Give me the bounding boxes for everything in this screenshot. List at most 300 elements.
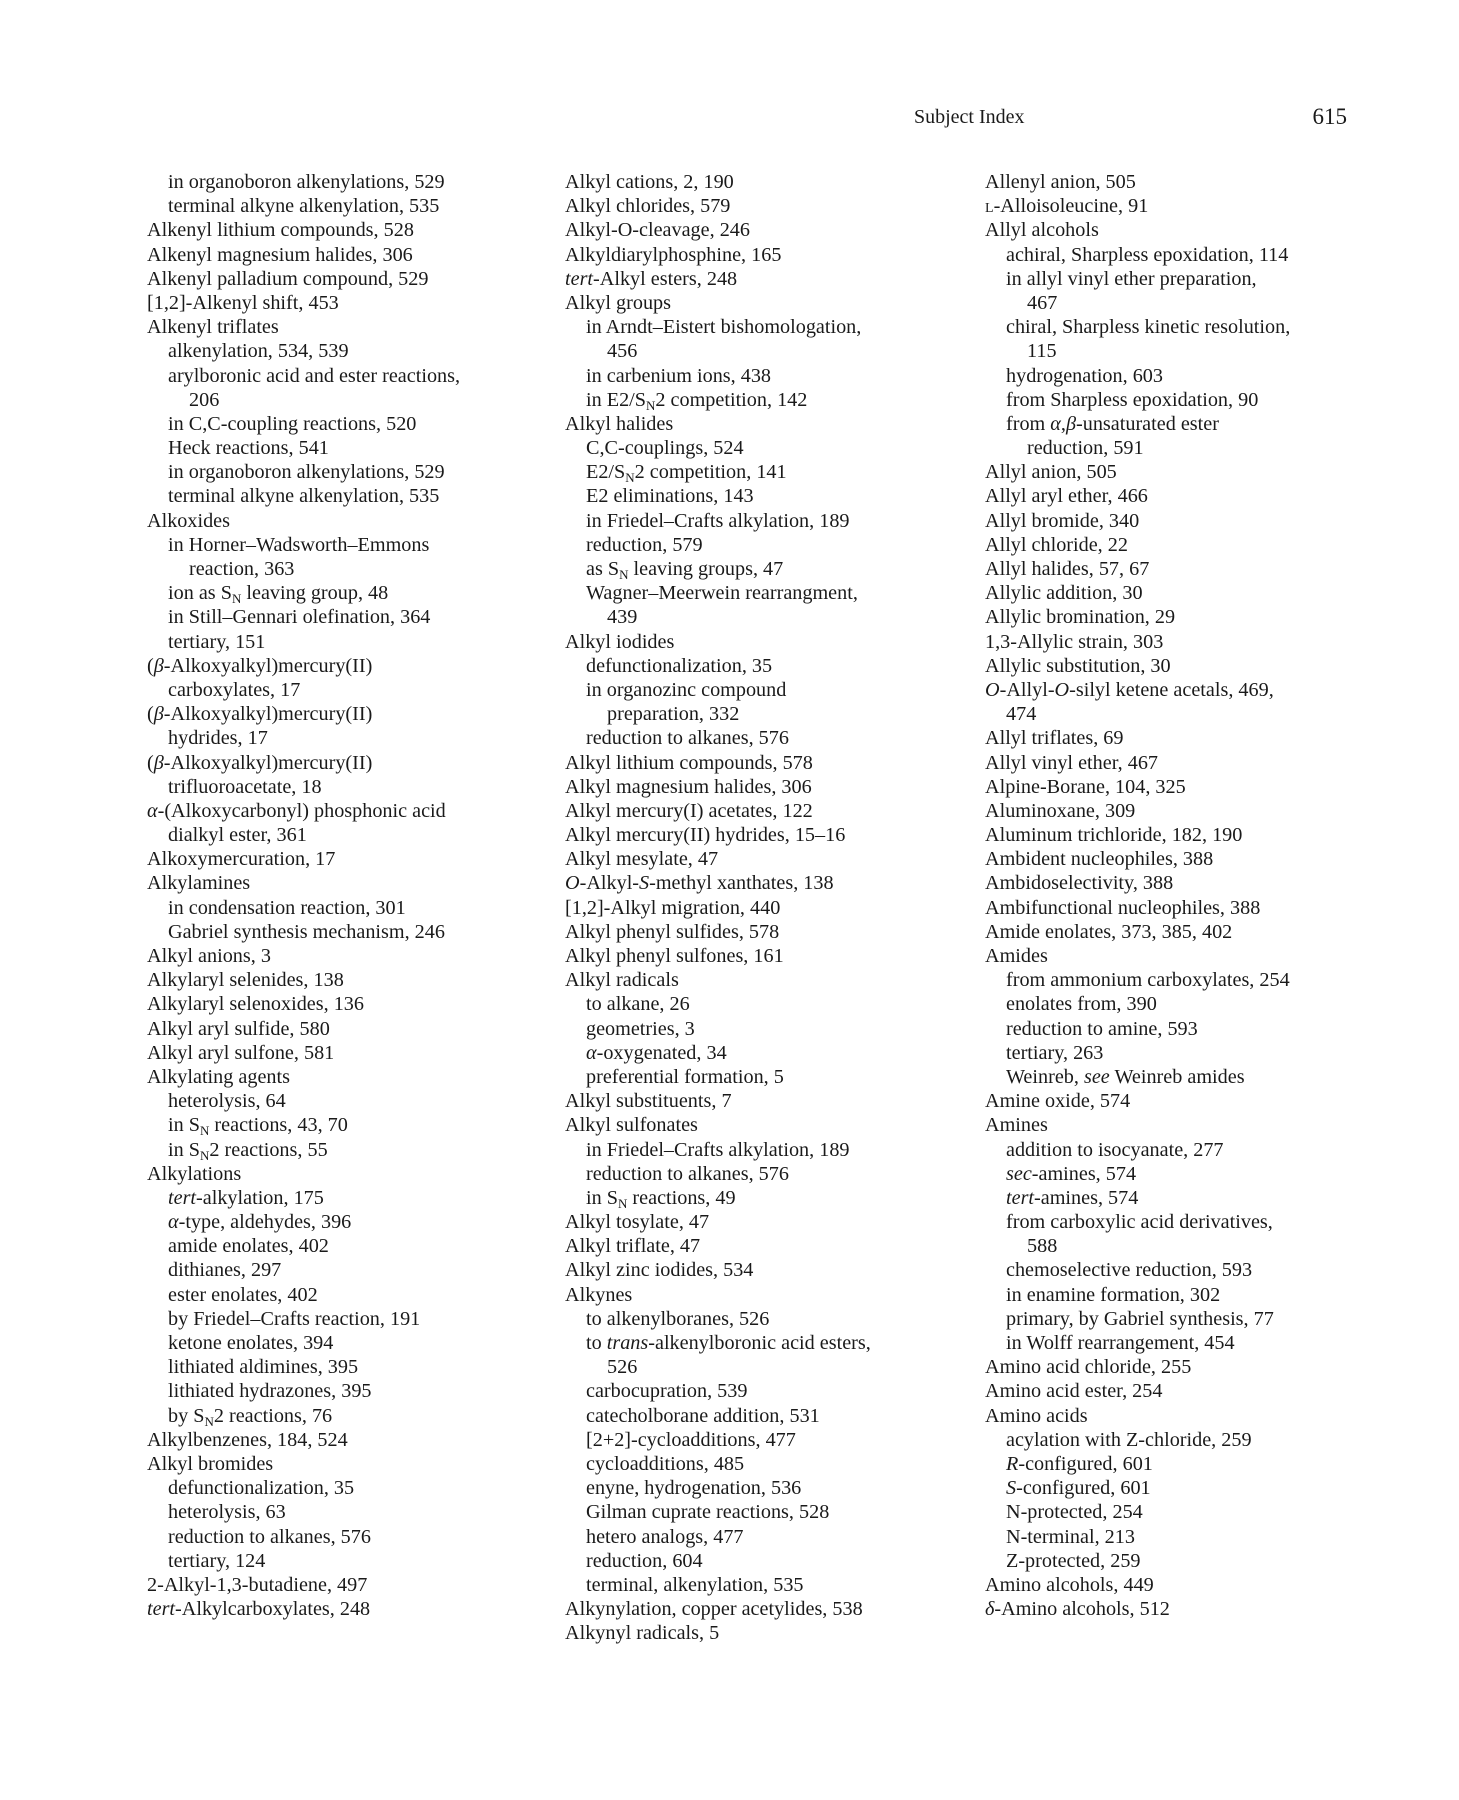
entry-text: Alkylations bbox=[147, 1162, 242, 1185]
entry-text: Alkyl mercury(I) acetates, 122 bbox=[565, 799, 813, 822]
index-entry bbox=[985, 847, 1385, 871]
index-entry bbox=[147, 654, 547, 678]
entry-text: 2 competition, 141 bbox=[634, 461, 787, 484]
entry-text: -oxygenated, 34 bbox=[596, 1041, 727, 1064]
entry-text: lithiated hydrazones, 395 bbox=[168, 1380, 372, 1403]
index-subentry bbox=[147, 775, 547, 799]
entry-text: -amines, 574 bbox=[1034, 1186, 1139, 1209]
index-subentry bbox=[985, 1186, 1385, 1210]
index-subentry bbox=[565, 1428, 965, 1452]
index-subentry bbox=[985, 702, 1385, 726]
index-subentry bbox=[565, 1549, 965, 1573]
entry-text: 456 bbox=[607, 340, 638, 363]
entry-text: enolates from, 390 bbox=[1006, 993, 1157, 1016]
entry-italic-text: tert bbox=[565, 267, 594, 290]
entry-text: Z-protected, 259 bbox=[1006, 1549, 1141, 1572]
entry-text: reactions, 49 bbox=[627, 1186, 736, 1209]
entry-text: in S bbox=[168, 1114, 200, 1137]
entry-text: 467 bbox=[1027, 291, 1058, 314]
index-entry bbox=[985, 460, 1385, 484]
entry-text: in C,C-coupling reactions, 520 bbox=[168, 412, 417, 435]
entry-text: Alkyl mercury(II) hydrides, 15–16 bbox=[565, 824, 846, 847]
entry-text: Alkylamines bbox=[147, 872, 251, 895]
entry-text: Amino acids bbox=[985, 1404, 1088, 1427]
entry-italic-text: S bbox=[1006, 1477, 1017, 1500]
index-entry bbox=[565, 799, 965, 823]
index-entry bbox=[147, 1041, 547, 1065]
entry-text: Allenyl anion, 505 bbox=[985, 171, 1136, 193]
index-subentry bbox=[147, 533, 547, 557]
index-entry bbox=[565, 775, 965, 799]
entry-text: Alkynes bbox=[565, 1283, 633, 1306]
index-subentry bbox=[985, 1452, 1385, 1476]
entry-text: in Still–Gennari olefination, 364 bbox=[168, 606, 431, 629]
index-entry bbox=[147, 218, 547, 242]
entry-text: in E2/S bbox=[586, 388, 647, 411]
index-entry bbox=[565, 243, 965, 267]
index-entry bbox=[985, 509, 1385, 533]
entry-text: in organozinc compound bbox=[586, 678, 787, 701]
index-subentry bbox=[147, 1258, 547, 1282]
index-entry bbox=[565, 170, 965, 194]
entry-text: hydrides, 17 bbox=[168, 727, 268, 750]
entry-text: Alkyl substituents, 7 bbox=[565, 1090, 732, 1113]
entry-text: [2+2]-cycloadditions, 477 bbox=[586, 1428, 796, 1451]
index-entry bbox=[565, 291, 965, 315]
entry-text: defunctionalization, 35 bbox=[586, 654, 773, 677]
index-entry bbox=[565, 1283, 965, 1307]
entry-text: Gilman cuprate reactions, 528 bbox=[586, 1501, 830, 1524]
index-subentry bbox=[565, 1041, 965, 1065]
entry-text: achiral, Sharpless epoxidation, 114 bbox=[1006, 243, 1289, 266]
entry-text: 588 bbox=[1027, 1235, 1058, 1258]
index-entry bbox=[565, 1089, 965, 1113]
entry-text: reduction, 604 bbox=[586, 1549, 703, 1572]
entry-text: Allyl halides, 57, 67 bbox=[985, 558, 1150, 580]
entry-text: in Friedel–Crafts alkylation, 189 bbox=[586, 1138, 850, 1161]
entry-italic-text: O bbox=[1054, 678, 1070, 701]
entry-text: from Sharpless epoxidation, 90 bbox=[1006, 388, 1259, 411]
index-entry bbox=[985, 1355, 1385, 1379]
index-subentry bbox=[985, 1258, 1385, 1282]
entry-text: reduction to amine, 593 bbox=[1006, 1017, 1198, 1040]
entry-text: 2-Alkyl-1,3-butadiene, 497 bbox=[147, 1573, 368, 1596]
index-entry bbox=[565, 847, 965, 871]
entry-text: in Wolff rearrangement, 454 bbox=[1006, 1332, 1235, 1354]
entry-italic-text: S bbox=[639, 872, 650, 895]
entry-text: in Arndt–Eistert bishomologation, bbox=[586, 316, 862, 339]
entry-text: dialkyl ester, 361 bbox=[168, 824, 307, 847]
entry-text: Alkenyl triflates bbox=[147, 316, 279, 339]
index-subentry bbox=[985, 1065, 1385, 1089]
entry-text: N-terminal, 213 bbox=[1006, 1525, 1135, 1548]
entry-text: chemoselective reduction, 593 bbox=[1006, 1259, 1253, 1282]
entry-text: Alkylating agents bbox=[147, 1065, 290, 1088]
entry-text: Allylic bromination, 29 bbox=[985, 606, 1176, 629]
index-entry bbox=[565, 1234, 965, 1258]
entry-italic-text: tert bbox=[147, 1598, 176, 1621]
entry-text: Alkyl bromides bbox=[147, 1452, 274, 1475]
entry-text: Allyl aryl ether, 466 bbox=[985, 485, 1148, 508]
entry-text: preferential formation, 5 bbox=[586, 1065, 784, 1088]
entry-text: Weinreb amides bbox=[1109, 1065, 1245, 1088]
entry-text: Alkyl zinc iodides, 534 bbox=[565, 1259, 754, 1282]
entry-text: Allyl vinyl ether, 467 bbox=[985, 751, 1159, 774]
index-entry bbox=[147, 1597, 547, 1621]
entry-text: reduction to alkanes, 576 bbox=[586, 1162, 789, 1185]
index-entry bbox=[985, 896, 1385, 920]
index-subentry bbox=[985, 1283, 1385, 1307]
index-subentry bbox=[147, 1331, 547, 1355]
index-entry bbox=[985, 726, 1385, 750]
entry-italic-text: α bbox=[586, 1041, 597, 1064]
index-entry bbox=[565, 751, 965, 775]
index-entry bbox=[985, 1597, 1385, 1621]
entry-smallcaps: L bbox=[985, 201, 994, 217]
entry-text: in S bbox=[168, 1138, 200, 1161]
entry-text: 2 reactions, 76 bbox=[213, 1404, 333, 1427]
entry-text: cycloadditions, 485 bbox=[586, 1452, 745, 1475]
entry-text: Alkyl aryl sulfone, 581 bbox=[147, 1041, 335, 1064]
entry-text: terminal alkyne alkenylation, 535 bbox=[168, 195, 440, 218]
index-subentry bbox=[985, 1428, 1385, 1452]
entry-text: in enamine formation, 302 bbox=[1006, 1283, 1221, 1306]
entry-text: to alkenylboranes, 526 bbox=[586, 1307, 770, 1330]
entry-text: hydrogenation, 603 bbox=[1006, 364, 1163, 387]
index-subentry bbox=[565, 364, 965, 388]
entry-text: Alkyl-O-cleavage, 246 bbox=[565, 219, 750, 242]
entry-text: Aluminoxane, 309 bbox=[985, 799, 1136, 822]
entry-text: to bbox=[586, 1332, 607, 1354]
index-entry bbox=[565, 412, 965, 436]
entry-text: in carbenium ions, 438 bbox=[586, 364, 772, 387]
index-entry bbox=[985, 605, 1385, 629]
entry-text: , bbox=[1060, 412, 1066, 435]
entry-text: from bbox=[1006, 412, 1051, 435]
entry-text: acylation with Z-chloride, 259 bbox=[1006, 1428, 1252, 1451]
entry-text: dithianes, 297 bbox=[168, 1259, 282, 1282]
entry-italic-text: α bbox=[1050, 412, 1061, 435]
index-subentry bbox=[565, 1138, 965, 1162]
entry-text: Ambident nucleophiles, 388 bbox=[985, 848, 1214, 871]
index-subentry bbox=[985, 1138, 1385, 1162]
entry-text: chiral, Sharpless kinetic resolution, bbox=[1006, 316, 1291, 339]
index-subentry bbox=[985, 388, 1385, 412]
entry-text: 2 reactions, 55 bbox=[209, 1138, 328, 1161]
index-entry bbox=[985, 218, 1385, 242]
index-entry bbox=[565, 194, 965, 218]
index-entry bbox=[147, 847, 547, 871]
index-column-1 bbox=[147, 170, 547, 1621]
index-entry bbox=[565, 267, 965, 291]
index-entry bbox=[147, 992, 547, 1016]
index-subentry bbox=[147, 1089, 547, 1113]
entry-italic-text: β bbox=[153, 751, 164, 774]
index-subentry bbox=[147, 460, 547, 484]
entry-text: reduction to alkanes, 576 bbox=[586, 727, 789, 750]
index-subentry bbox=[985, 1307, 1385, 1331]
index-subentry bbox=[565, 533, 965, 557]
entry-text: -Alkoxyalkyl)mercury(II) bbox=[163, 751, 373, 774]
index-entry bbox=[147, 1065, 547, 1089]
entry-text: reduction, 579 bbox=[586, 533, 703, 556]
index-subentry bbox=[147, 1210, 547, 1234]
entry-subscript: N bbox=[231, 591, 242, 607]
entry-text: in Friedel–Crafts alkylation, 189 bbox=[586, 509, 850, 532]
entry-text: -Alloisoleucine, 91 bbox=[993, 195, 1149, 218]
entry-italic-text: O bbox=[985, 678, 1000, 701]
index-subentry bbox=[565, 1162, 965, 1186]
index-subentry bbox=[147, 896, 547, 920]
index-entry bbox=[565, 920, 965, 944]
index-entry bbox=[985, 751, 1385, 775]
entry-text: lithiated aldimines, 395 bbox=[168, 1356, 359, 1379]
index-subentry bbox=[985, 315, 1385, 339]
entry-text: Alkyl magnesium halides, 306 bbox=[565, 775, 812, 798]
entry-text: 2 competition, 142 bbox=[655, 388, 808, 411]
index-entry bbox=[147, 871, 547, 895]
entry-text: carbocupration, 539 bbox=[586, 1380, 748, 1403]
entry-text: Allyl alcohols bbox=[985, 219, 1099, 242]
index-entry bbox=[565, 944, 965, 968]
index-subentry bbox=[565, 581, 965, 605]
index-subentry bbox=[147, 1234, 547, 1258]
index-entry bbox=[565, 1621, 965, 1645]
index-entry-continuation bbox=[985, 339, 1385, 363]
index-entry-continuation bbox=[147, 388, 547, 412]
index-subentry bbox=[985, 1525, 1385, 1549]
index-subentry bbox=[565, 1476, 965, 1500]
entry-text: Aluminum trichloride, 182, 190 bbox=[985, 824, 1243, 847]
entry-text: 439 bbox=[607, 606, 638, 629]
index-subentry bbox=[147, 920, 547, 944]
entry-text: Alkenyl palladium compound, 529 bbox=[147, 267, 429, 290]
index-subentry bbox=[985, 1017, 1385, 1041]
index-column-2 bbox=[565, 170, 965, 1645]
index-entry bbox=[985, 630, 1385, 654]
index-subentry bbox=[565, 1331, 965, 1355]
index-subentry bbox=[985, 243, 1385, 267]
index-entry-continuation bbox=[985, 436, 1385, 460]
index-subentry bbox=[565, 992, 965, 1016]
entry-text: by Friedel–Crafts reaction, 191 bbox=[168, 1307, 421, 1330]
entry-text: ion as S bbox=[168, 582, 232, 605]
entry-text: Heck reactions, 541 bbox=[168, 437, 329, 460]
index-subentry bbox=[565, 509, 965, 533]
index-entry bbox=[985, 1113, 1385, 1137]
index-entry bbox=[147, 291, 547, 315]
entry-text: -type, aldehydes, 396 bbox=[178, 1211, 352, 1234]
index-subentry bbox=[147, 1525, 547, 1549]
index-subentry bbox=[565, 1573, 965, 1597]
entry-text: leaving groups, 47 bbox=[628, 558, 784, 580]
entry-text: trifluoroacetate, 18 bbox=[168, 775, 322, 798]
entry-text: leaving group, 48 bbox=[241, 582, 389, 605]
index-entry-continuation bbox=[565, 1355, 965, 1379]
index-entry bbox=[985, 823, 1385, 847]
entry-text: reduction to alkanes, 576 bbox=[168, 1525, 371, 1548]
index-subentry bbox=[565, 1379, 965, 1403]
index-entry bbox=[147, 968, 547, 992]
entry-text: Amines bbox=[985, 1114, 1048, 1137]
entry-text: 1,3-Allylic strain, 303 bbox=[985, 630, 1164, 653]
entry-text: alkenylation, 534, 539 bbox=[168, 340, 349, 363]
entry-text: to alkane, 26 bbox=[586, 993, 690, 1016]
entry-italic-text: α bbox=[147, 799, 158, 822]
index-subentry bbox=[147, 1476, 547, 1500]
page-number: 615 bbox=[1312, 104, 1347, 129]
entry-text: tertiary, 124 bbox=[168, 1549, 266, 1572]
index-subentry bbox=[147, 726, 547, 750]
index-entry bbox=[147, 944, 547, 968]
entry-italic-text: β bbox=[153, 703, 164, 726]
entry-italic-text: sec bbox=[1006, 1162, 1032, 1185]
index-entry bbox=[985, 654, 1385, 678]
entry-italic-text: trans bbox=[606, 1332, 649, 1354]
entry-text: Alkyl tosylate, 47 bbox=[565, 1211, 710, 1234]
entry-text: Amide enolates, 373, 385, 402 bbox=[985, 920, 1233, 943]
entry-text: -Alkoxyalkyl)mercury(II) bbox=[163, 703, 373, 726]
index-subentry bbox=[985, 968, 1385, 992]
index-entry bbox=[985, 1573, 1385, 1597]
index-entry bbox=[147, 799, 547, 823]
entry-text: Alkyl aryl sulfide, 580 bbox=[147, 1017, 330, 1040]
index-subentry bbox=[147, 412, 547, 436]
entry-text: Alkoxides bbox=[147, 509, 230, 532]
entry-text: Alkyl cations, 2, 190 bbox=[565, 171, 734, 193]
entry-text: -Alkyl- bbox=[579, 872, 640, 895]
index-subentry bbox=[147, 436, 547, 460]
entry-text: Alkyldiarylphosphine, 165 bbox=[565, 243, 782, 266]
index-subentry bbox=[565, 436, 965, 460]
entry-text: by S bbox=[168, 1404, 205, 1427]
entry-text: addition to isocyanate, 277 bbox=[1006, 1138, 1224, 1161]
entry-text: Alkyl mesylate, 47 bbox=[565, 848, 719, 871]
index-subentry bbox=[147, 1355, 547, 1379]
index-subentry bbox=[565, 654, 965, 678]
entry-text: Alkyl radicals bbox=[565, 969, 679, 992]
entry-text: Ambifunctional nucleophiles, 388 bbox=[985, 896, 1261, 919]
entry-text: -Amino alcohols, 512 bbox=[994, 1598, 1170, 1621]
entry-text: -Alkoxyalkyl)mercury(II) bbox=[163, 654, 373, 677]
entry-text: Alkyl phenyl sulfides, 578 bbox=[565, 920, 780, 943]
entry-text: hetero analogs, 477 bbox=[586, 1525, 744, 1548]
entry-subscript: N bbox=[625, 470, 635, 486]
index-subentry bbox=[147, 1379, 547, 1403]
index-subentry bbox=[565, 460, 965, 484]
entry-text: 474 bbox=[1006, 703, 1037, 726]
index-entry-continuation bbox=[985, 291, 1385, 315]
entry-text: in Horner–Wadsworth–Emmons bbox=[168, 533, 430, 556]
index-entry bbox=[565, 218, 965, 242]
index-entry bbox=[147, 751, 547, 775]
entry-text: heterolysis, 64 bbox=[168, 1090, 286, 1113]
index-subentry bbox=[147, 194, 547, 218]
entry-text: geometries, 3 bbox=[586, 1017, 695, 1040]
index-entry bbox=[147, 1017, 547, 1041]
index-subentry bbox=[565, 1500, 965, 1524]
entry-subscript: N bbox=[199, 1147, 210, 1163]
entry-text: as S bbox=[586, 558, 620, 580]
entry-text: Alkyl chlorides, 579 bbox=[565, 195, 731, 218]
index-subentry bbox=[565, 388, 965, 412]
entry-text: -(Alkoxycarbonyl) phosphonic acid bbox=[157, 799, 446, 822]
index-subentry bbox=[147, 1549, 547, 1573]
index-entry bbox=[147, 1452, 547, 1476]
entry-text: heterolysis, 63 bbox=[168, 1501, 286, 1524]
entry-text: Alkoxymercuration, 17 bbox=[147, 848, 336, 871]
entry-text: Alkynyl radicals, 5 bbox=[565, 1622, 720, 1645]
entry-text: Amino acid ester, 254 bbox=[985, 1380, 1163, 1403]
entry-text: Alpine-Borane, 104, 325 bbox=[985, 775, 1186, 798]
index-subentry bbox=[565, 1017, 965, 1041]
index-entry-continuation bbox=[147, 557, 547, 581]
entry-text: terminal, alkenylation, 535 bbox=[586, 1573, 804, 1596]
index-entry bbox=[565, 968, 965, 992]
index-entry bbox=[147, 1573, 547, 1597]
entry-subscript: N bbox=[619, 567, 629, 582]
index-subentry bbox=[147, 1138, 547, 1162]
entry-italic-text: O bbox=[565, 872, 580, 895]
entry-text: Amino alcohols, 449 bbox=[985, 1573, 1154, 1596]
index-subentry bbox=[565, 1452, 965, 1476]
index-subentry bbox=[985, 1549, 1385, 1573]
entry-text: Allyl anion, 505 bbox=[985, 461, 1117, 484]
index-entry bbox=[985, 1404, 1385, 1428]
index-subentry bbox=[565, 1404, 965, 1428]
index-subentry bbox=[565, 1065, 965, 1089]
index-entry bbox=[565, 1113, 965, 1137]
entry-text: reactions, 43, 70 bbox=[209, 1114, 348, 1137]
entry-italic-text: δ bbox=[985, 1598, 995, 1621]
entry-text: tertiary, 151 bbox=[168, 630, 266, 653]
index-entry-continuation bbox=[565, 339, 965, 363]
index-entry bbox=[565, 1597, 965, 1621]
entry-text: primary, by Gabriel synthesis, 77 bbox=[1006, 1307, 1274, 1330]
entry-italic-text: tert bbox=[168, 1186, 197, 1209]
entry-subscript: N bbox=[199, 1123, 210, 1139]
index-subentry bbox=[985, 1210, 1385, 1234]
entry-italic-text: R bbox=[1006, 1452, 1019, 1475]
index-subentry bbox=[147, 1500, 547, 1524]
entry-text: Alkyl triflate, 47 bbox=[565, 1235, 701, 1258]
index-subentry bbox=[985, 1476, 1385, 1500]
entry-text: Alkenyl magnesium halides, 306 bbox=[147, 243, 413, 266]
entry-text: Ambidoselectivity, 388 bbox=[985, 872, 1174, 895]
entry-text: Allyl chloride, 22 bbox=[985, 533, 1128, 556]
entry-italic-text: β bbox=[153, 654, 164, 677]
index-subentry bbox=[985, 1041, 1385, 1065]
entry-text: 206 bbox=[189, 388, 220, 411]
index-subentry bbox=[147, 1113, 547, 1137]
index-subentry bbox=[147, 678, 547, 702]
index-entry bbox=[565, 1258, 965, 1282]
entry-text: Wagner–Meerwein rearrangment, bbox=[586, 582, 858, 605]
entry-text: reduction, 591 bbox=[1027, 437, 1144, 460]
entry-text: in organoboron alkenylations, 529 bbox=[168, 171, 445, 193]
entry-text: Alkenyl lithium compounds, 528 bbox=[147, 219, 414, 242]
entry-text: in S bbox=[586, 1186, 618, 1209]
entry-text: Alkyl halides bbox=[565, 412, 674, 435]
index-entry bbox=[147, 267, 547, 291]
index-subentry bbox=[147, 1186, 547, 1210]
index-entry bbox=[985, 775, 1385, 799]
entry-text: Amides bbox=[985, 945, 1048, 967]
entry-text: Weinreb, bbox=[1006, 1065, 1084, 1088]
index-subentry bbox=[565, 484, 965, 508]
index-entry bbox=[985, 484, 1385, 508]
entry-text: -methyl xanthates, 138 bbox=[649, 872, 834, 895]
